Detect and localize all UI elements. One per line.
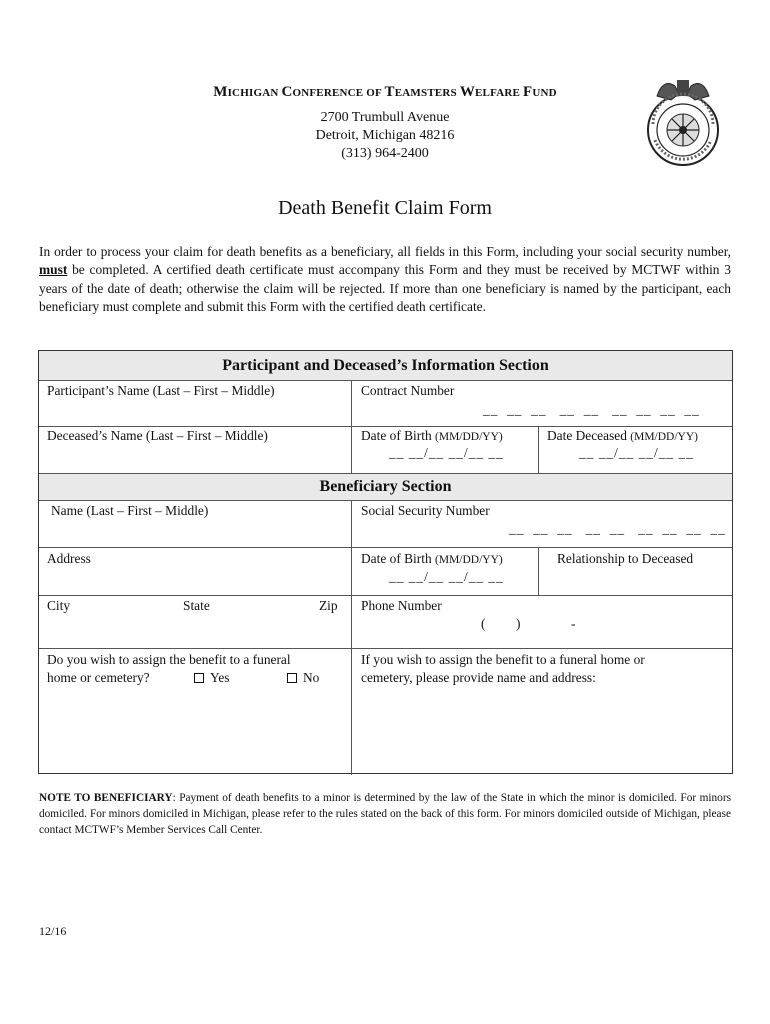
- address-street: 2700 Trumbull Avenue: [320, 110, 450, 125]
- state-label: State: [183, 598, 210, 613]
- city-label: City: [47, 598, 71, 613]
- ssn-label: Social Security Number: [361, 503, 490, 518]
- beneficiary-name-label: Name (Last – First – Middle): [51, 503, 209, 518]
- deceased-name-label: Deceased’s Name (Last – First – Middle): [47, 428, 268, 443]
- participant-section-heading: Participant and Deceased’s Information Section: [39, 351, 732, 380]
- date-deceased-label: Date Deceased (MM/DD/YY): [547, 428, 699, 443]
- phone-area-open: (: [481, 616, 486, 631]
- teamsters-seal-logo: [643, 72, 723, 168]
- revision-date: 12/16: [39, 924, 67, 938]
- yes-option[interactable]: Yes: [194, 670, 229, 686]
- deceased-dob-field[interactable]: __ __/__ __/__ __: [389, 445, 504, 460]
- form-title: Death Benefit Claim Form: [278, 197, 492, 219]
- assign-question-line1: Do you wish to assign the benefit to a funeral: [47, 652, 291, 667]
- address-city: Detroit, Michigan 48216: [315, 128, 455, 143]
- beneficiary-dob-field[interactable]: __ __/__ __/__ __: [389, 569, 504, 584]
- zip-label: Zip: [319, 598, 338, 613]
- phone-number-label: Phone Number: [361, 598, 442, 613]
- beneficiary-section-heading: Beneficiary Section: [39, 474, 732, 500]
- yes-checkbox[interactable]: [194, 673, 204, 683]
- date-deceased-field[interactable]: __ __/__ __/__ __: [579, 445, 694, 460]
- deceased-dob-label: Date of Birth (MM/DD/YY): [361, 428, 503, 443]
- no-checkbox[interactable]: [287, 673, 297, 683]
- phone-dash: -: [571, 616, 576, 631]
- org-phone: (313) 964-2400: [341, 146, 429, 161]
- address-label: Address: [47, 551, 91, 566]
- contract-number-label: Contract Number: [361, 383, 455, 398]
- contract-number-field[interactable]: __ __ __ __ __ __ __ __ __: [483, 402, 700, 417]
- participant-name-label: Participant’s Name (Last – First – Middle): [47, 383, 275, 398]
- intro-paragraph: In order to process your claim for death benefits as a beneficiary, all fields in this Form, including your social security number, must be completed. A certified death certificate must accompany this Form and they must be received by MCTWF within 3 years of the date of death; otherwise the claim will be rejected. If more than one beneficiary is named by the participant, each beneficiary must complete and submit this Form with the certified death certificate.: [39, 244, 731, 314]
- no-option[interactable]: No: [287, 670, 319, 686]
- funeral-info-line1: If you wish to assign the benefit to a funeral home or: [361, 652, 645, 667]
- claim-form-table: [38, 350, 733, 774]
- relationship-label: Relationship to Deceased: [557, 551, 694, 566]
- assign-question-line2: home or cemetery?: [47, 670, 150, 685]
- ssn-field[interactable]: __ __ __ __ __ __ __ __ __: [509, 521, 726, 536]
- beneficiary-dob-label: Date of Birth (MM/DD/YY): [361, 551, 503, 566]
- phone-area-close: ): [516, 616, 521, 631]
- funeral-info-line2: cemetery, please provide name and address:: [361, 670, 596, 685]
- note-to-beneficiary: NOTE TO BENEFICIARY: Payment of death benefits to a minor is determined by the law of the State in which the minor is domiciled. For minors domiciled. For minors domiciled in Michigan, please refer to the rules stated on the back of this form. For minors domiciled outside of Michigan, please contact MCTWF’s Member Services Call Center.: [39, 792, 731, 836]
- organization-name: MICHIGAN CONFERENCE OF TEAMSTERS WELFARE FUND: [213, 84, 557, 100]
